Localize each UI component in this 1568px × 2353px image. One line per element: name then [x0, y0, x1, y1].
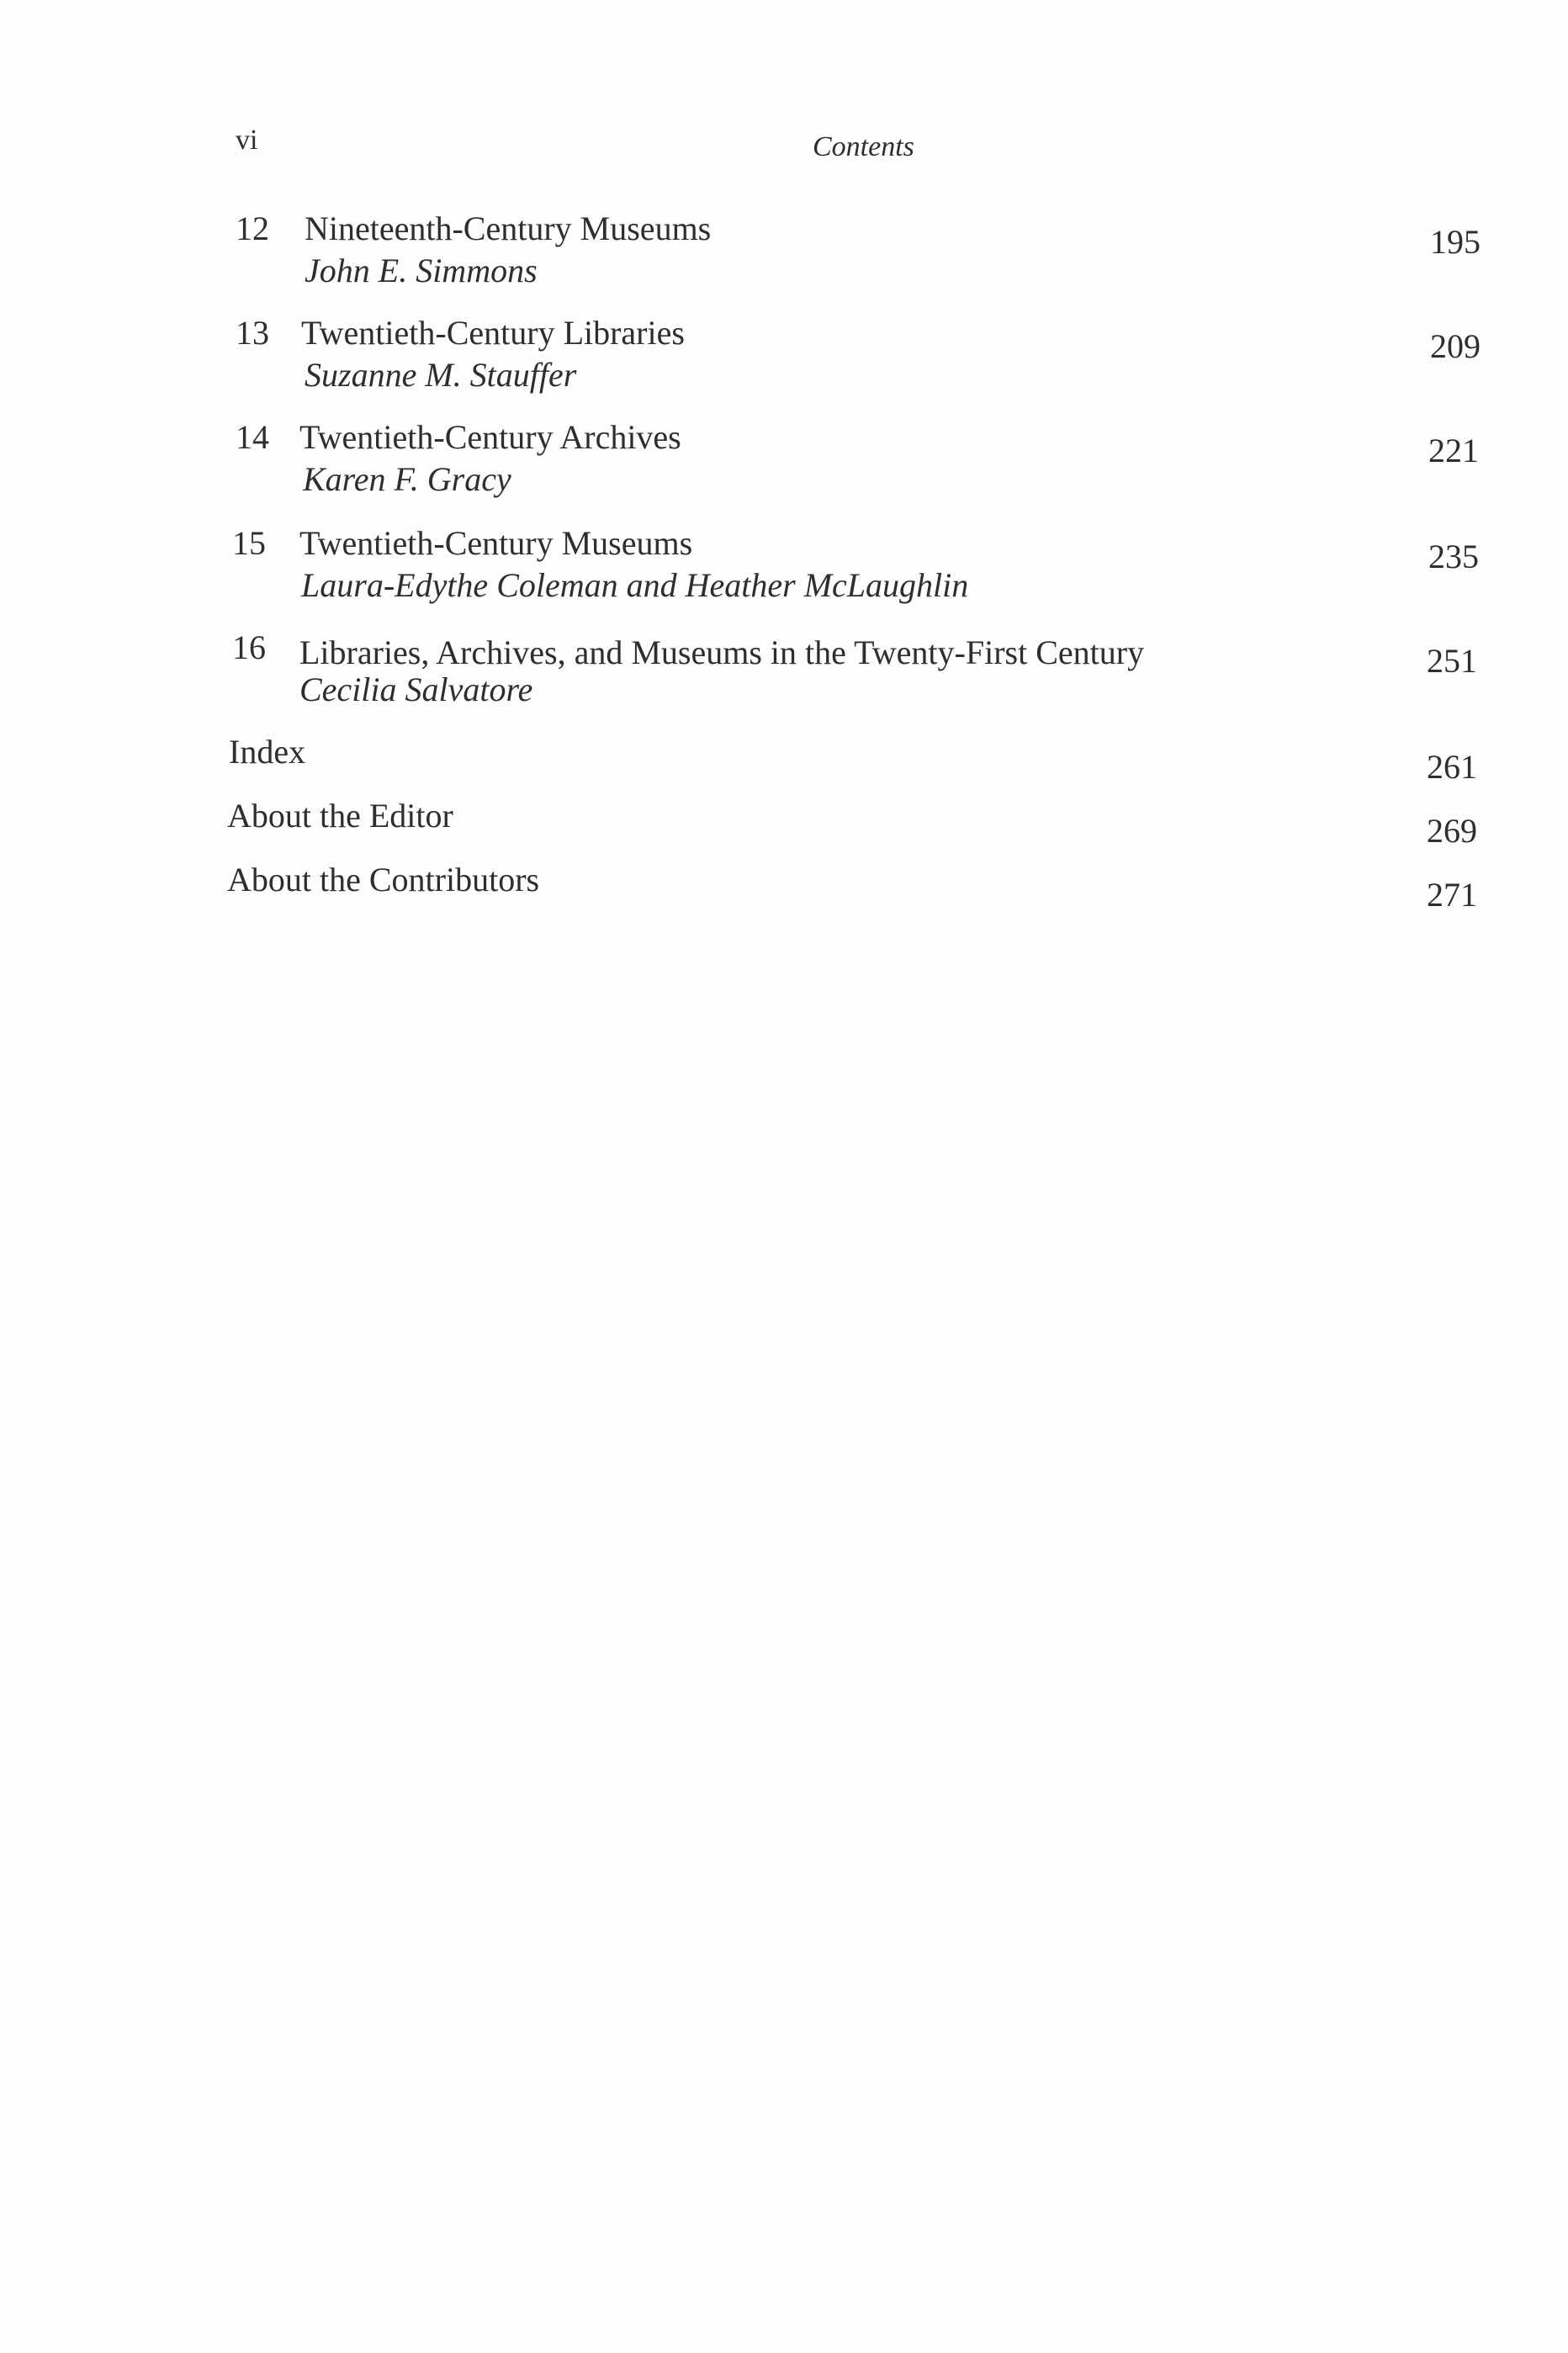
back-matter-title: About the Editor: [227, 797, 453, 835]
chapter-number: 12: [236, 209, 269, 247]
back-matter-page-number: 269: [1427, 812, 1477, 850]
chapter-author: Karen F. Gracy: [303, 460, 511, 498]
back-matter-title: Index: [229, 733, 306, 771]
chapter-title: Nineteenth-Century Museums: [305, 209, 712, 247]
back-matter-page-number: 271: [1427, 876, 1477, 914]
chapter-number: 13: [236, 314, 269, 352]
chapter-title: Twentieth-Century Libraries: [301, 314, 685, 352]
back-matter-title: About the Contributors: [227, 861, 540, 898]
chapter-number: 15: [232, 524, 266, 562]
chapter-author: Suzanne M. Stauffer: [305, 356, 577, 394]
running-head: Contents: [813, 131, 914, 162]
chapter-page-number: 235: [1428, 538, 1479, 575]
back-matter-page-number: 261: [1427, 748, 1477, 786]
chapter-page-number: 221: [1428, 432, 1479, 469]
chapter-author: John E. Simmons: [305, 252, 538, 289]
chapter-title: Twentieth-Century Museums: [299, 524, 693, 562]
chapter-page-number: 209: [1430, 327, 1481, 365]
chapter-title: Twentieth-Century Archives: [299, 418, 681, 456]
chapter-title: Libraries, Archives, and Museums in the Twenty-First Century: [299, 633, 1145, 671]
chapter-page-number: 251: [1427, 642, 1477, 680]
chapter-page-number: 195: [1430, 223, 1481, 261]
chapter-author: Laura-Edythe Coleman and Heather McLaughlin: [301, 566, 969, 604]
chapter-number: 16: [232, 628, 266, 666]
chapter-number: 14: [236, 418, 269, 456]
page-folio: vi: [236, 125, 258, 156]
chapter-author: Cecilia Salvatore: [299, 670, 533, 708]
